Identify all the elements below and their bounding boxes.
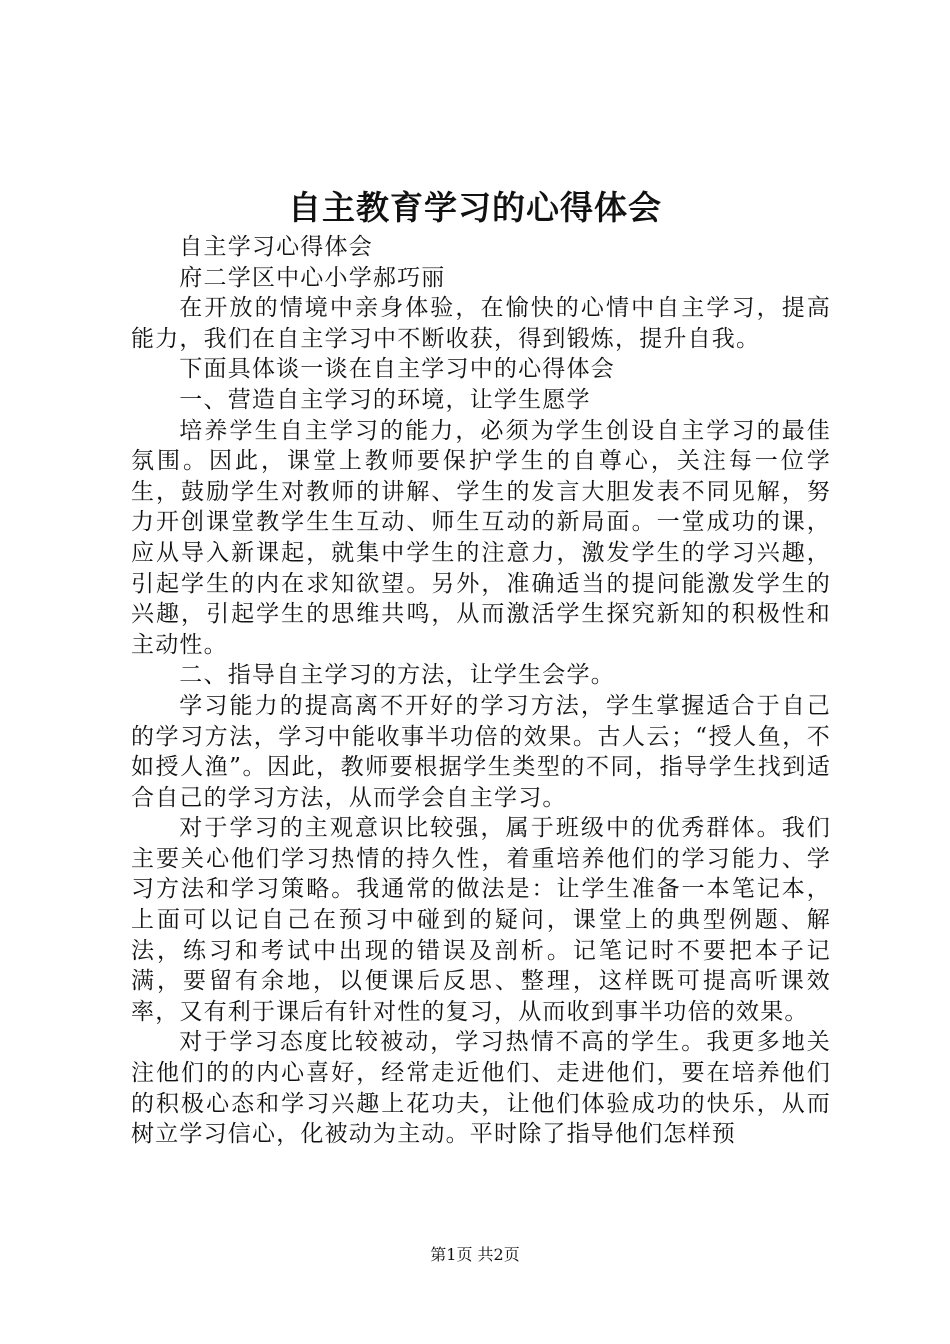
paragraph-section-1: 培养学生自主学习的能力，必须为学生创设自主学习的最佳氛围。因此，课堂上教师要保护学生的自尊心，关注每一位学生，鼓励学生对教师的讲解、学生的发言大胆发表不同见解，努力开创课堂教学生生互动、师生互动的新局面。一堂成功的课，应从导入新课起，就集中学生的注意力，激发学生的学习兴趣，引起学生的内在求知欲望。另外，准确适当的提问能激发学生的兴趣，引起学生的思维共鸣，从而激活学生探究新知的积极性和主动性。 — [131, 417, 831, 658]
document-title: 自主教育学习的心得体会 — [288, 188, 662, 227]
paragraph-passive-students: 对于学习态度比较被动，学习热情不高的学生。我更多地关注他们的的内心喜好，经常走近他们、走进他们，要在培养他们的积极心态和学习兴趣上花功夫，让他们体验成功的快乐，从而树立学习信心，化被动为主动。平时除了指导他们怎样预 — [131, 1029, 831, 1148]
section-heading-1: 一、营造自主学习的环境，让学生愿学 — [179, 386, 591, 413]
paragraph-section-2: 学习能力的提高离不开好的学习方法，学生掌握适合于自己的学习方法，学习中能收事半功倍的效果。古人云；“授人鱼，不如授人渔”。因此，教师要根据学生类型的不同，指导学生找到适合自己的学习方法，从而学会自主学习。 — [131, 692, 831, 811]
page-number: 第1页 共2页 — [430, 1245, 520, 1264]
paragraph-lead: 下面具体谈一谈在自主学习中的心得体会 — [179, 356, 615, 383]
document-body — [131, 232, 831, 1150]
section-heading-2: 二、指导自主学习的方法，让学生会学。 — [179, 662, 615, 689]
paragraph-author: 府二学区中心小学郝巧丽 — [179, 264, 446, 291]
paragraph-subtitle: 自主学习心得体会 — [179, 234, 373, 260]
paragraph-intro: 在开放的情境中亲身体验，在愉快的心情中自主学习，提高能力，我们在自主学习中不断收获，得到锻炼，提升自我。 — [131, 295, 831, 352]
paragraph-strong-students: 对于学习的主观意识比较强，属于班级中的优秀群体。我们主要关心他们学习热情的持久性，着重培养他们的学习能力、学习方法和学习策略。我通常的做法是：让学生准备一本笔记本，上面可以记自己在预习中碰到的疑问，课堂上的典型例题、解法，练习和考试中出现的错误及剖析。记笔记时不要把本子记满，要留有余地，以便课后反思、整理，这样既可提高听课效率，又有利于课后有针对性的复习，从而收到事半功倍的效果。 — [131, 815, 831, 1025]
